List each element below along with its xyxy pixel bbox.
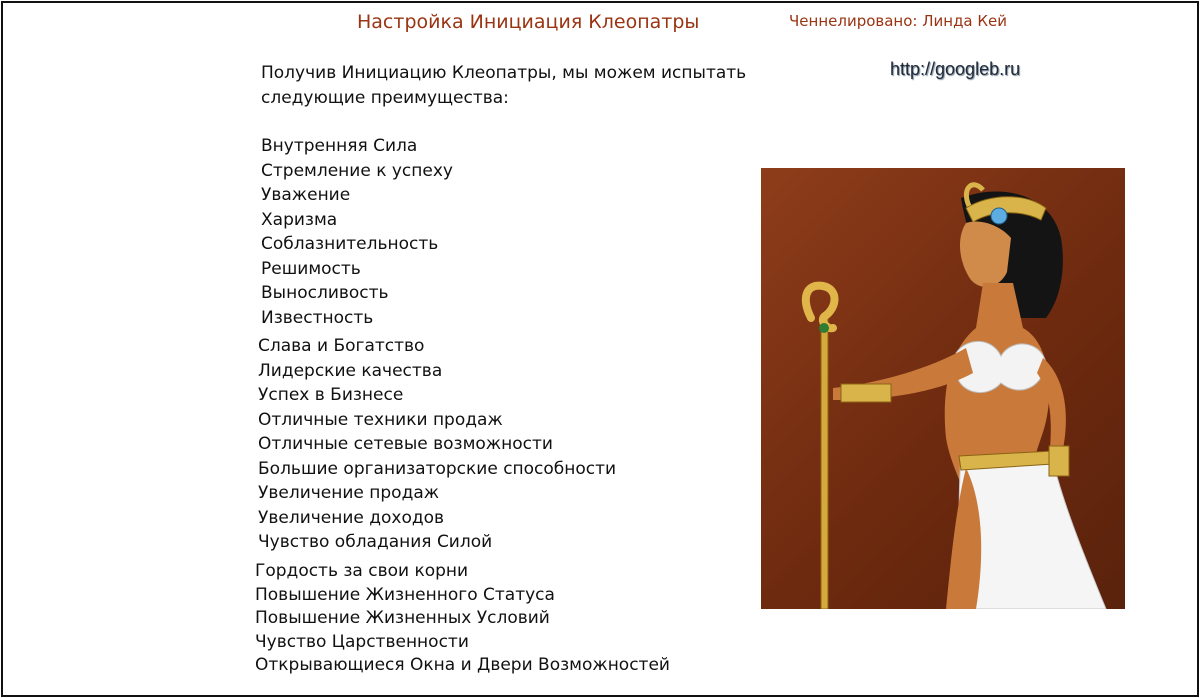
cleopatra-figure-icon bbox=[761, 168, 1125, 609]
list-item: Повышение Жизненного Статуса bbox=[255, 584, 555, 605]
list-item: Известность bbox=[261, 307, 374, 328]
list-item: Повышение Жизненных Условий bbox=[255, 608, 550, 628]
list-item: Отличные сетевые возможности bbox=[258, 434, 553, 454]
page-frame bbox=[1, 1, 1199, 697]
list-item: Открывающиеся Окна и Двери Возможностей bbox=[255, 655, 670, 675]
list-item: Успех в Бизнесе bbox=[258, 385, 404, 405]
list-item: Чувство обладания Силой bbox=[258, 532, 493, 552]
website-link[interactable]: http://googleb.ru bbox=[890, 59, 1021, 79]
intro-paragraph: Получив Инициацию Клеопатры, мы можем испытать следующие преимущества: bbox=[261, 63, 747, 108]
benefits-list-2 bbox=[258, 334, 616, 555]
list-item: Слава и Богатство bbox=[258, 336, 425, 356]
list-item: Гордость за свои корни bbox=[255, 561, 469, 581]
list-item: Увеличение продаж bbox=[258, 483, 440, 503]
benefits-list-1 bbox=[261, 134, 453, 330]
list-item: Выносливость bbox=[261, 283, 389, 303]
list-item: Отличные техники продаж bbox=[258, 409, 503, 430]
list-item: Решимость bbox=[261, 258, 361, 279]
list-item: Лидерские качества bbox=[258, 360, 443, 381]
page-title: Настройка Инициация Клеопатры bbox=[357, 11, 700, 33]
list-item: Увеличение доходов bbox=[258, 507, 445, 528]
cleopatra-illustration bbox=[761, 168, 1125, 609]
list-item: Большие организаторские способности bbox=[258, 458, 617, 479]
list-item: Соблазнительность bbox=[261, 234, 439, 254]
list-item: Стремление к успеху bbox=[261, 160, 453, 181]
list-item: Внутренняя Сила bbox=[261, 136, 418, 156]
list-item: Харизма bbox=[261, 209, 338, 230]
list-item: Уважение bbox=[261, 185, 351, 205]
list-item: Чувство Царственности bbox=[255, 631, 469, 652]
benefits-list-3 bbox=[255, 560, 670, 678]
channeled-by-text: Ченнелировано: Линда Кей bbox=[789, 12, 1008, 30]
